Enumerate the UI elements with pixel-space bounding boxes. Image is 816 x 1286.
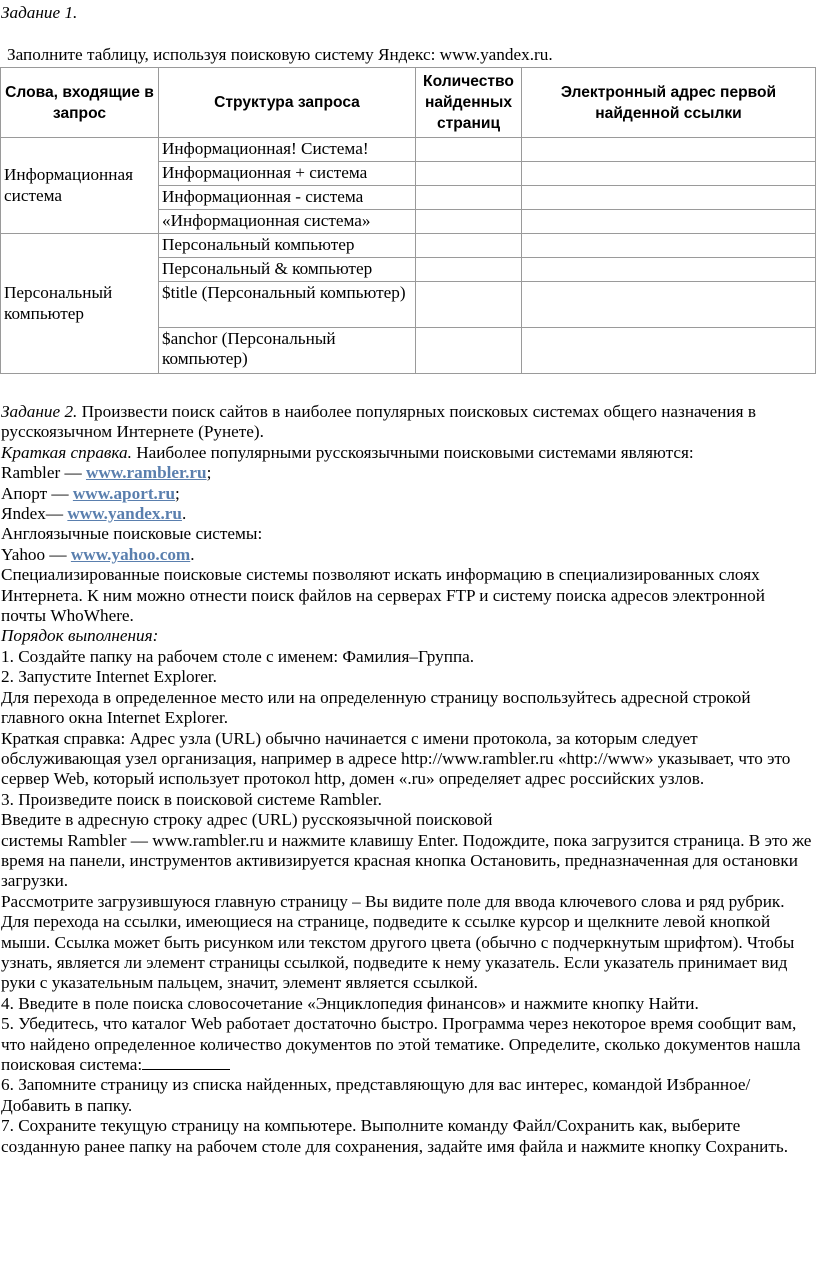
count-cell[interactable] [416, 258, 522, 282]
count-cell[interactable] [416, 210, 522, 234]
query-cell: Персональный & компьютер [159, 258, 416, 282]
query-cell: $title (Персональный компьютер) [159, 282, 416, 328]
query-cell: Персональный компьютер [159, 234, 416, 258]
engine-line [1, 484, 813, 504]
engine-name: Яndex— [1, 504, 64, 524]
step-6: 6. Запомните страницу из списка найденных, представляющую для вас интерес, командой Избранное/Добавить в папку. [1, 1075, 751, 1115]
address-cell[interactable] [522, 234, 816, 258]
engine-line [1, 504, 813, 524]
engine-suffix: ; [175, 483, 180, 503]
engine-name: Апорт — [1, 483, 69, 503]
table-row [1, 138, 816, 162]
address-cell[interactable] [522, 138, 816, 162]
query-cell: Информационная + система [159, 162, 416, 186]
header-count: Количество найденных страниц [416, 68, 522, 138]
task2-title-text: Произвести поиск сайтов в наиболее популярных поисковых системах общего назначения в русскоязычном Интернете (Рунете). [1, 402, 756, 442]
step-5-paragraph [1, 1014, 813, 1075]
task2-heading [1, 402, 813, 443]
step-2: 2. Запустите Internet Explorer. [1, 667, 217, 687]
query-cell: «Информационная система» [159, 210, 416, 234]
count-cell[interactable] [416, 234, 522, 258]
step-3-line1: Введите в адресную строку адрес (URL) русскоязычной поисковой [1, 810, 493, 830]
address-cell[interactable] [522, 186, 816, 210]
address-cell[interactable] [522, 282, 816, 328]
query-table [0, 67, 816, 374]
task2-section [1, 402, 813, 1157]
engine-suffix: . [181, 504, 187, 524]
answer-blank[interactable] [142, 1055, 230, 1070]
address-cell[interactable] [522, 210, 816, 234]
step-5: 5. Убедитесь, что каталог Web работает достаточно быстро. Программа через некоторое время сообщит вам, что найдено определенное количество документов по этой тематике. Определите, сколько документов нашла поисковая система: [1, 1014, 801, 1074]
header-address: Электронный адрес первой найденной ссылки [522, 68, 816, 138]
count-cell[interactable] [416, 162, 522, 186]
order-label: Порядок выполнения: [1, 626, 159, 646]
english-engines-label: Англоязычные поисковые системы: [1, 524, 263, 544]
query-cell: Информационная! Система! [159, 138, 416, 162]
count-cell[interactable] [416, 328, 522, 374]
address-cell[interactable] [522, 328, 816, 374]
count-cell[interactable] [416, 186, 522, 210]
yandex-link[interactable]: www.yandex.ru [67, 504, 182, 524]
step-4: 4. Введите в поле поиска словосочетание «Энциклопедия финансов» и нажмите кнопку Найти. [1, 993, 699, 1013]
task2-title: Задание 2. [1, 402, 78, 421]
task1-title: Задание 1. [1, 3, 78, 22]
query-cell: Информационная - система [159, 186, 416, 210]
header-words: Слова, входящие в запрос [1, 68, 159, 138]
aport-link[interactable]: www.aport.ru [72, 483, 176, 503]
step-3: 3. Произведите поиск в поисковой системе Rambler. [1, 789, 382, 809]
engine-line [1, 463, 813, 483]
engine-suffix: . [190, 544, 195, 564]
specialized-paragraph: Специализированные поисковые системы позволяют искать информацию в специализированных слоях Интернета. К ним можно отнести поиск файлов на серверах FTP и систему поиска адресов электронной почты WhoWhere. [1, 565, 765, 626]
group-label: Персональный компьютер [1, 234, 159, 374]
engine-suffix: ; [206, 463, 212, 483]
engine-name: Rambler — [1, 463, 82, 483]
header-structure: Структура запроса [159, 68, 416, 138]
step-7: 7. Сохраните текущую страницу на компьютере. Выполните команду Файл/Сохранить как, выберите созданную ранее папку на рабочем столе для сохранения, задайте имя файла и нажмите кнопку Сохранить. [1, 1116, 788, 1156]
step-3-view: Рассмотрите загрузившуюся главную страницу – Вы видите поле для ввода ключевого слова и ряд рубрик. Для перехода на ссылки, имеющиеся на странице, подведите к ссылке курсор и щелкните левой кнопкой мыши. Ссылка может быть рисунком или текстом другого цвета (обычно с подчеркнутым шрифтом). Чтобы узнать, является ли элемент страницы ссылкой, подведите к нему указатель. Если указатель принимает вид руки с указательным пальцем, значит, элемент является ссылкой. [1, 891, 795, 993]
step-3-line2: системы Rambler — www.rambler.ru и нажмите клавишу Enter. Подождите, пока загрузится страница. В это же время на панели, инструментов активизируется красная кнопка Остановить, предназначенная для остановки загрузки. [1, 830, 812, 891]
step-2-brief: Краткая справка: Адрес узла (URL) обычно начинается с имени протокола, за которым следует обслуживающая узел организация, например в адресе http://www.rambler.ru «http://www» указывает, что это сервер Web, который использует протокол http, домен «.ru» определяет адрес российских узлов. [1, 728, 791, 789]
table-header-row [1, 68, 816, 138]
count-cell[interactable] [416, 138, 522, 162]
table-row [1, 234, 816, 258]
step-1: 1. Создайте папку на рабочем столе с именем: Фамилия–Группа. [1, 646, 475, 666]
address-cell[interactable] [522, 162, 816, 186]
yahoo-link[interactable]: www.yahoo.com [70, 544, 191, 564]
engine-name: Yahoo — [1, 544, 67, 564]
query-cell: $anchor (Персональный компьютер) [159, 328, 416, 374]
brief-label: Краткая справка. [1, 442, 132, 462]
brief-text: Наиболее популярными русскоязычными поисковыми системами являются: [136, 442, 694, 462]
engine-line [1, 545, 813, 565]
brief-paragraph [1, 443, 813, 463]
task1-intro: Заполните таблицу, используя поисковую систему Яндекс: www.yandex.ru. [7, 45, 553, 64]
step-2-text: Для перехода в определенное место или на определенную страницу воспользуйтесь адресной строкой главного окна Internet Explorer. [1, 687, 751, 728]
rambler-link[interactable]: www.rambler.ru [85, 463, 207, 483]
address-cell[interactable] [522, 258, 816, 282]
count-cell[interactable] [416, 282, 522, 328]
group-label: Информационная система [1, 138, 159, 234]
